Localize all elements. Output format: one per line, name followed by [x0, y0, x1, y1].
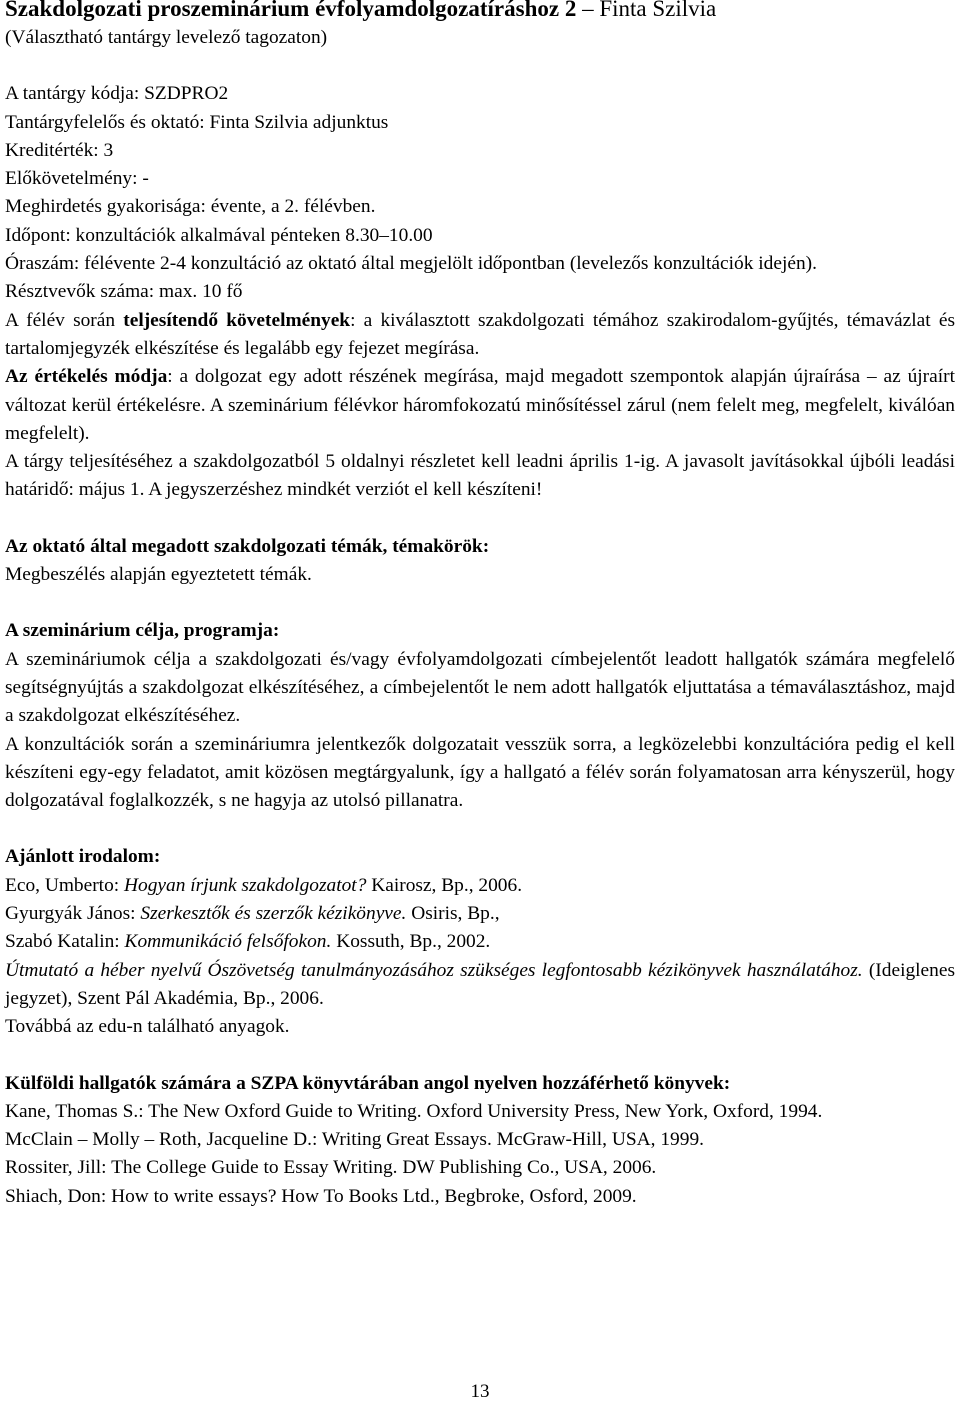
goal-heading-text: A szeminárium célja, programja:: [5, 620, 280, 642]
literature-item: [5, 900, 955, 928]
literature-item: [5, 957, 955, 1014]
course-hours: Óraszám: félévente 2-4 konzultáció az oktató által megjelölt időpontban (levelezős konzultációk idején).: [5, 253, 817, 275]
course-code: A tantárgy kódja: SZDPRO2: [5, 83, 229, 105]
evaluation-paragraph: [5, 363, 955, 448]
foreign-item: Shiach, Don: How to write essays? How To Books Ltd., Begbroke, Osford, 2009.: [5, 1185, 637, 1207]
foreign-heading-text: Külföldi hallgatók számára a SZPA könyvtárában angol nyelven hozzáférhető könyvek:: [5, 1072, 731, 1094]
title-dash: –: [576, 0, 600, 21]
goal-paragraph-2: A konzultációk során a szemináriumra jelentkezők dolgozatait vesszük sorra, a legközelebbi konzultációra pedig el kell készíteni egy-egy feladatot, amit közösen megtárgyalunk, így a hallgató a félév során folyamatosan arra kényszerül, hogy dolgozatával foglalkozzék, s ne hagyja az utolsó pillanatra.: [5, 733, 955, 812]
course-participants: Résztvevők száma: max. 10 fő: [5, 281, 243, 303]
requirements-paragraph: [5, 307, 955, 364]
literature-more: Továbbá az edu-n található anyagok.: [5, 1016, 290, 1038]
goal-paragraph-1: A szemináriumok célja a szakdolgozati és/vagy évfolyamdolgozati címbejelentőt leadott hallgatók számára megfelelő segítségnyújtás a szakdolgozat elkészítéséhez, a címbejelentőt le nem adott hallgatók eljuttatása a témaválasztáshoz, majd a szakdolgozat elkészítéséhez.: [5, 648, 955, 727]
foreign-item: Kane, Thomas S.: The New Oxford Guide to Writing. Oxford University Press, New York, Oxford, 1994.: [5, 1100, 823, 1122]
lit-title: Útmutató a héber nyelvű Ószövetség tanulmányozásához szükséges legfontosabb kézikönyvek használatához.: [5, 959, 863, 981]
lit-title: Hogyan írjunk szakdolgozatot?: [124, 874, 367, 896]
goal-heading: [5, 617, 955, 645]
foreign-item: McClain – Molly – Roth, Jacqueline D.: Writing Great Essays. McGraw-Hill, USA, 1999.: [5, 1129, 704, 1151]
title-author: Finta Szilvia: [599, 0, 717, 21]
topics-heading: [5, 533, 955, 561]
requirements-bold: teljesítendő követelmények: [123, 309, 351, 331]
subtitle: (Választható tantárgy levelező tagozaton): [5, 27, 328, 48]
lit-author: Gyurgyák János:: [5, 903, 141, 925]
evaluation-post: : a dolgozat egy adott részének megírása, majd megadott szempontok alapján újraírása – az újraírt változat kerül értékelésre. A szeminárium félévkor háromfokozatú minősítéssel zárul (nem felelt meg, megfelelt, kiválóan megfelelt).: [5, 366, 955, 444]
lit-rest: (Ideiglenes jegyzet), Szent Pál Akadémia, Bp., 2006.: [5, 959, 955, 1009]
topics-text: Megbeszélés alapján egyeztetett témák.: [5, 564, 312, 586]
lit-title: Kommunikáció felsőfokon.: [124, 931, 332, 953]
page-number: 13: [470, 1381, 490, 1402]
requirements-pre: A félév során: [5, 309, 124, 331]
lit-title: Szerkesztők és szerzők kézikönyve.: [140, 903, 407, 925]
foreign-item: Rossiter, Jill: The College Guide to Essay Writing. DW Publishing Co., USA, 2006.: [5, 1157, 657, 1179]
document-page: [5, 0, 955, 1211]
course-prerequisite: Előkövetelmény: -: [5, 168, 149, 190]
page-title: [5, 0, 955, 24]
topics-heading-text: Az oktató által megadott szakdolgozati témák, témakörök:: [5, 535, 490, 557]
course-time: Időpont: konzultációk alkalmával pénteken 8.30–10.00: [5, 224, 433, 246]
literature-item: [5, 928, 955, 956]
literature-heading: [5, 843, 955, 871]
lit-author: Eco, Umberto:: [5, 874, 125, 896]
course-responsible: Tantárgyfelelős és oktató: Finta Szilvia adjunktus: [5, 111, 389, 133]
course-frequency: Meghirdetés gyakorisága: évente, a 2. félévben.: [5, 196, 376, 218]
requirements-post: : a kiválasztott szakdolgozati témához szakirodalom-gyűjtés, témavázlat és tartalomjegyzék elkészítése és legalább egy fejezet megírása.: [5, 309, 955, 359]
evaluation-bold: Az értékelés módja: [5, 366, 168, 388]
course-credits: Kreditérték: 3: [5, 139, 114, 161]
lit-rest: Kairosz, Bp., 2006.: [366, 874, 523, 896]
lit-rest: Kossuth, Bp., 2002.: [331, 931, 491, 953]
lit-author: Szabó Katalin:: [5, 931, 125, 953]
title-bold: Szakdolgozati proszeminárium évfolyamdolgozatíráshoz 2: [5, 0, 577, 21]
literature-heading-text: Ajánlott irodalom:: [5, 846, 161, 868]
deadline-paragraph: A tárgy teljesítéséhez a szakdolgozatból 5 oldalnyi részletet kell leadni április 1-ig. A javasolt javításokkal újbóli leadási határidő: május 1. A jegyszerzéshez mindkét verziót el kell készíteni!: [5, 451, 955, 501]
literature-item: [5, 872, 955, 900]
lit-rest: Osiris, Bp.,: [406, 903, 500, 925]
foreign-heading: [5, 1070, 955, 1098]
